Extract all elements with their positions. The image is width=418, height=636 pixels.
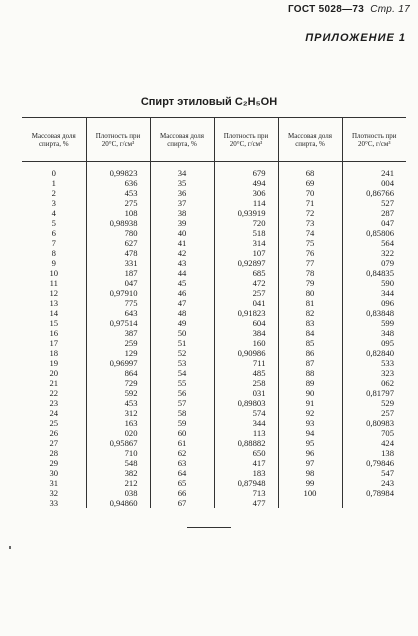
table-row <box>22 238 406 248</box>
density-cell: 729 <box>86 378 150 388</box>
fraction-cell: 82 <box>278 308 342 318</box>
fraction-cell: 84 <box>278 328 342 338</box>
fraction-cell: 67 <box>150 498 214 508</box>
density-cell: 0,87948 <box>214 478 278 488</box>
density-cell: 0,96997 <box>86 358 150 368</box>
table-row <box>22 408 406 418</box>
density-cell: 031 <box>214 388 278 398</box>
table-row <box>22 468 406 478</box>
fraction-cell: 27 <box>49 438 59 448</box>
table-row <box>22 318 406 328</box>
fraction-cell: 46 <box>150 288 214 298</box>
table-row <box>22 298 406 308</box>
fraction-cell: 13 <box>49 298 59 308</box>
density-cell: 0,98938 <box>86 218 150 228</box>
density-cell: 323 <box>342 368 406 378</box>
fraction-cell: 5 <box>51 218 56 228</box>
fraction-cell: 96 <box>278 448 342 458</box>
fraction-cell: 72 <box>278 208 342 218</box>
density-cell: 574 <box>214 408 278 418</box>
density-cell: 259 <box>86 338 150 348</box>
fraction-cell: 70 <box>278 188 342 198</box>
fraction-cell: 86 <box>278 348 342 358</box>
fraction-cell: 55 <box>150 378 214 388</box>
density-cell: 187 <box>86 268 150 278</box>
fraction-cell: 100 <box>278 488 342 498</box>
density-cell: 0,79846 <box>342 458 406 468</box>
fraction-cell: 97 <box>278 458 342 468</box>
density-cell: 0,95867 <box>86 438 150 448</box>
density-table <box>22 117 406 508</box>
table-row <box>22 258 406 268</box>
density-cell: 548 <box>86 458 150 468</box>
density-cell: 041 <box>214 298 278 308</box>
density-cell: 0,82840 <box>342 348 406 358</box>
fraction-cell: 49 <box>150 318 214 328</box>
density-cell: 079 <box>342 258 406 268</box>
fraction-cell: 74 <box>278 228 342 238</box>
fraction-cell: 9 <box>51 258 56 268</box>
density-cell: 720 <box>214 218 278 228</box>
fraction-cell: 64 <box>150 468 214 478</box>
density-cell: 0,78984 <box>342 488 406 498</box>
fraction-cell: 11 <box>49 278 58 288</box>
fraction-cell: 19 <box>49 358 59 368</box>
fraction-cell: 10 <box>49 268 59 278</box>
table-row <box>22 498 406 508</box>
fraction-cell: 37 <box>150 198 214 208</box>
density-cell: 312 <box>86 408 150 418</box>
table-row <box>22 388 406 398</box>
density-cell: 564 <box>342 238 406 248</box>
fraction-cell: 98 <box>278 468 342 478</box>
density-cell: 527 <box>342 198 406 208</box>
table-row <box>22 228 406 238</box>
density-cell: 212 <box>86 478 150 488</box>
table-row <box>22 368 406 378</box>
density-cell: 547 <box>342 468 406 478</box>
fraction-cell: 22 <box>49 388 59 398</box>
fraction-cell: 7 <box>51 238 56 248</box>
col-header-density-2: Плотность при 20°С, г/см³ <box>214 118 278 162</box>
density-cell: 163 <box>86 418 150 428</box>
density-cell: 382 <box>86 468 150 478</box>
density-cell: 138 <box>342 448 406 458</box>
density-cell: 0,97514 <box>86 318 150 328</box>
density-cell: 705 <box>342 428 406 438</box>
density-cell: 0,85806 <box>342 228 406 238</box>
fraction-cell: 91 <box>278 398 342 408</box>
fraction-cell: 39 <box>150 218 214 228</box>
table-row <box>22 248 406 258</box>
col-header-density-1: Плотность при 20°С, г/см³ <box>86 118 150 162</box>
fraction-cell: 79 <box>278 278 342 288</box>
density-cell: 590 <box>342 278 406 288</box>
density-cell: 0,86766 <box>342 188 406 198</box>
fraction-cell: 34 <box>150 162 214 179</box>
density-cell: 107 <box>214 248 278 258</box>
density-cell: 275 <box>86 198 150 208</box>
fraction-cell: 54 <box>150 368 214 378</box>
density-cell: 599 <box>342 318 406 328</box>
density-cell: 472 <box>214 278 278 288</box>
density-cell: 417 <box>214 458 278 468</box>
fraction-cell: 81 <box>278 298 342 308</box>
fraction-cell: 73 <box>278 218 342 228</box>
table-row <box>22 288 406 298</box>
fraction-cell: 44 <box>150 268 214 278</box>
density-cell: 485 <box>214 368 278 378</box>
density-cell: 650 <box>214 448 278 458</box>
fraction-cell: 35 <box>150 178 214 188</box>
density-cell: 679 <box>214 162 278 179</box>
fraction-cell: 16 <box>49 328 59 338</box>
density-cell: 108 <box>86 208 150 218</box>
density-cell: 047 <box>86 278 150 288</box>
density-cell: 306 <box>214 188 278 198</box>
page-header <box>288 4 410 15</box>
fraction-cell: 58 <box>150 408 214 418</box>
density-cell: 384 <box>214 328 278 338</box>
appendix-label: ПРИЛОЖЕНИЕ 1 <box>305 32 406 44</box>
fraction-cell: 43 <box>150 258 214 268</box>
table-body <box>22 162 406 509</box>
fraction-cell: 6 <box>51 228 56 238</box>
density-cell <box>342 498 406 508</box>
fraction-cell: 14 <box>49 308 59 318</box>
fraction-cell: 65 <box>150 478 214 488</box>
fraction-cell: 25 <box>49 418 59 428</box>
density-cell: 258 <box>214 378 278 388</box>
table-row <box>22 178 406 188</box>
scan-mark <box>9 546 11 549</box>
table-row <box>22 458 406 468</box>
fraction-cell: 68 <box>278 162 342 179</box>
fraction-cell: 30 <box>49 468 59 478</box>
fraction-cell: 51 <box>150 338 214 348</box>
density-cell: 636 <box>86 178 150 188</box>
density-cell: 038 <box>86 488 150 498</box>
density-cell: 0,92897 <box>214 258 278 268</box>
col-header-density-3: Плотность при 20°С, г/см³ <box>342 118 406 162</box>
density-cell: 0,80983 <box>342 418 406 428</box>
table-row <box>22 448 406 458</box>
table-row <box>22 218 406 228</box>
fraction-cell: 42 <box>150 248 214 258</box>
table-row <box>22 198 406 208</box>
density-cell: 183 <box>214 468 278 478</box>
fraction-cell: 3 <box>51 198 56 208</box>
density-cell: 710 <box>86 448 150 458</box>
fraction-cell: 85 <box>278 338 342 348</box>
fraction-cell: 2 <box>51 188 56 198</box>
fraction-cell: 76 <box>278 248 342 258</box>
density-cell: 604 <box>214 318 278 328</box>
density-cell: 0,89803 <box>214 398 278 408</box>
fraction-cell: 71 <box>278 198 342 208</box>
fraction-cell: 41 <box>150 238 214 248</box>
fraction-cell: 90 <box>278 388 342 398</box>
fraction-cell: 61 <box>150 438 214 448</box>
density-cell: 095 <box>342 338 406 348</box>
density-cell: 0,88882 <box>214 438 278 448</box>
fraction-cell: 93 <box>278 418 342 428</box>
table-header-row <box>22 118 406 162</box>
density-cell: 627 <box>86 238 150 248</box>
fraction-cell: 45 <box>150 278 214 288</box>
fraction-cell: 56 <box>150 388 214 398</box>
density-cell: 0,90986 <box>214 348 278 358</box>
density-cell: 004 <box>342 178 406 188</box>
fraction-cell: 80 <box>278 288 342 298</box>
fraction-cell: 24 <box>49 408 59 418</box>
fraction-cell: 89 <box>278 378 342 388</box>
fraction-cell: 50 <box>150 328 214 338</box>
fraction-cell: 92 <box>278 408 342 418</box>
table-row <box>22 438 406 448</box>
density-cell: 775 <box>86 298 150 308</box>
table-row <box>22 348 406 358</box>
density-cell: 0,99823 <box>86 162 150 179</box>
fraction-cell: 66 <box>150 488 214 498</box>
density-cell: 533 <box>342 358 406 368</box>
density-cell: 114 <box>214 198 278 208</box>
fraction-cell: 75 <box>278 238 342 248</box>
density-cell: 387 <box>86 328 150 338</box>
page-number: Стр. 17 <box>370 4 410 15</box>
table-row <box>22 188 406 198</box>
table-row <box>22 278 406 288</box>
density-cell: 322 <box>342 248 406 258</box>
density-cell: 0,81797 <box>342 388 406 398</box>
table-row <box>22 378 406 388</box>
density-cell: 477 <box>214 498 278 508</box>
fraction-cell: 83 <box>278 318 342 328</box>
density-cell: 257 <box>342 408 406 418</box>
fraction-cell: 40 <box>150 228 214 238</box>
closing-rule <box>187 527 231 528</box>
fraction-cell: 29 <box>49 458 59 468</box>
table-row <box>22 308 406 318</box>
table-row <box>22 358 406 368</box>
col-header-fraction-1: Массовая доля спирта, % <box>22 118 86 162</box>
density-cell: 864 <box>86 368 150 378</box>
col-header-fraction-2: Массовая доля спирта, % <box>150 118 214 162</box>
density-cell: 331 <box>86 258 150 268</box>
table-row <box>22 478 406 488</box>
fraction-cell: 18 <box>49 348 59 358</box>
table-row <box>22 208 406 218</box>
density-cell: 478 <box>86 248 150 258</box>
fraction-cell: 60 <box>150 428 214 438</box>
density-cell: 314 <box>214 238 278 248</box>
density-cell: 344 <box>342 288 406 298</box>
table-row <box>22 488 406 498</box>
density-cell: 113 <box>214 428 278 438</box>
density-cell: 243 <box>342 478 406 488</box>
density-cell: 453 <box>86 188 150 198</box>
fraction-cell: 88 <box>278 368 342 378</box>
density-cell: 348 <box>342 328 406 338</box>
fraction-cell: 94 <box>278 428 342 438</box>
table-row <box>22 338 406 348</box>
density-cell: 424 <box>342 438 406 448</box>
density-cell: 518 <box>214 228 278 238</box>
table-row <box>22 428 406 438</box>
density-cell: 020 <box>86 428 150 438</box>
fraction-cell: 62 <box>150 448 214 458</box>
fraction-cell: 15 <box>49 318 59 328</box>
density-cell: 0,93919 <box>214 208 278 218</box>
fraction-cell: 59 <box>150 418 214 428</box>
density-cell: 062 <box>342 378 406 388</box>
fraction-cell: 52 <box>150 348 214 358</box>
fraction-cell: 87 <box>278 358 342 368</box>
density-cell: 685 <box>214 268 278 278</box>
fraction-cell: 78 <box>278 268 342 278</box>
fraction-cell: 4 <box>51 208 56 218</box>
density-cell: 0,97910 <box>86 288 150 298</box>
table-row <box>22 268 406 278</box>
col-header-fraction-3: Массовая доля спирта, % <box>278 118 342 162</box>
table-row <box>22 162 406 179</box>
fraction-cell: 21 <box>49 378 59 388</box>
fraction-cell: 63 <box>150 458 214 468</box>
fraction-cell: 0 <box>51 168 56 178</box>
fraction-cell: 77 <box>278 258 342 268</box>
fraction-cell: 57 <box>150 398 214 408</box>
fraction-cell: 28 <box>49 448 59 458</box>
fraction-cell: 36 <box>150 188 214 198</box>
density-cell: 129 <box>86 348 150 358</box>
fraction-cell: 26 <box>49 428 59 438</box>
fraction-cell: 1 <box>51 178 56 188</box>
density-cell: 0,91823 <box>214 308 278 318</box>
fraction-cell: 99 <box>278 478 342 488</box>
fraction-cell: 48 <box>150 308 214 318</box>
fraction-cell: 23 <box>49 398 59 408</box>
density-cell: 160 <box>214 338 278 348</box>
density-cell: 494 <box>214 178 278 188</box>
fraction-cell: 69 <box>278 178 342 188</box>
density-cell: 0,94860 <box>86 498 150 508</box>
table-row <box>22 418 406 428</box>
standard-number: ГОСТ 5028—73 <box>287 4 365 15</box>
density-cell: 453 <box>86 398 150 408</box>
fraction-cell: 31 <box>49 478 59 488</box>
fraction-cell: 20 <box>49 368 59 378</box>
fraction-cell: 95 <box>278 438 342 448</box>
fraction-cell: 32 <box>49 488 59 498</box>
density-cell: 711 <box>214 358 278 368</box>
density-cell: 241 <box>342 162 406 179</box>
density-cell: 0,83848 <box>342 308 406 318</box>
density-cell: 529 <box>342 398 406 408</box>
table-row <box>22 398 406 408</box>
density-cell: 047 <box>342 218 406 228</box>
fraction-cell: 12 <box>49 288 59 298</box>
density-cell: 0,84835 <box>342 268 406 278</box>
fraction-cell: 53 <box>150 358 214 368</box>
density-cell: 643 <box>86 308 150 318</box>
density-cell: 287 <box>342 208 406 218</box>
density-cell: 780 <box>86 228 150 238</box>
fraction-cell: 38 <box>150 208 214 218</box>
density-cell: 257 <box>214 288 278 298</box>
fraction-cell: 47 <box>150 298 214 308</box>
table-row <box>22 328 406 338</box>
fraction-cell: 17 <box>49 338 59 348</box>
density-cell: 592 <box>86 388 150 398</box>
table-title: Спирт этиловый C₂H₅OH <box>140 96 278 108</box>
density-cell: 096 <box>342 298 406 308</box>
density-cell: 713 <box>214 488 278 498</box>
fraction-cell: 33 <box>49 498 59 508</box>
fraction-cell: 8 <box>51 248 56 258</box>
fraction-cell <box>278 498 342 508</box>
density-cell: 344 <box>214 418 278 428</box>
